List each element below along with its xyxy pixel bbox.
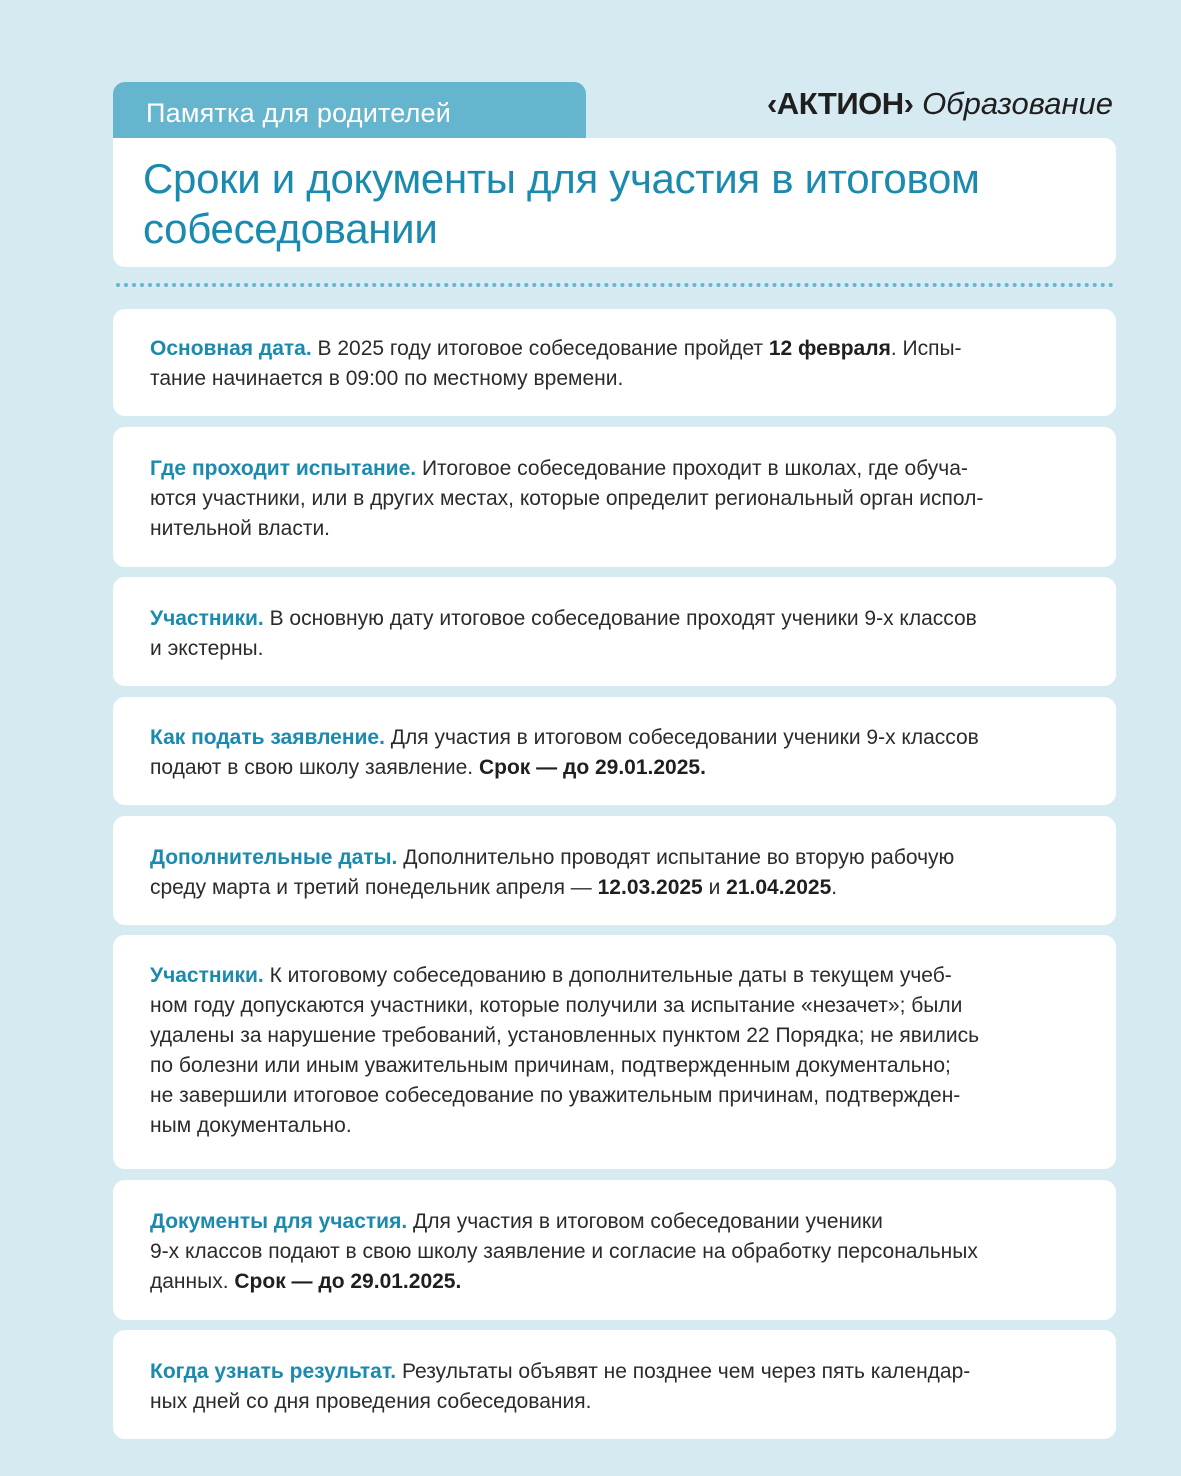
card-text: Результаты объявят не позднее чем через пять календар-	[396, 1360, 971, 1383]
card-text: . Испы-	[890, 337, 962, 360]
card-text: ются участники, или в других местах, которые определит региональный орган испол-	[150, 487, 984, 510]
card-results	[113, 1330, 1116, 1439]
card-text: Дополнительно проводят испытание во вторую рабочую	[397, 846, 955, 869]
page-title	[143, 154, 1116, 254]
card-heading: Дополнительные даты.	[150, 846, 398, 869]
card-application	[113, 697, 1116, 805]
page-title-line-2: собеседовании	[143, 205, 438, 252]
card-text: тание начинается в 09:00 по местному времени.	[150, 367, 624, 390]
card-text: удалены за нарушение требований, установленных пунктом 22 Порядка; не явились	[150, 1024, 980, 1047]
card-text: .	[831, 876, 838, 899]
card-bold-text: Срок — до 29.01.2025.	[234, 1270, 462, 1293]
logo-subtitle: Образование	[922, 86, 1113, 121]
card-heading: Участники.	[150, 964, 264, 987]
page-title-line-1: Сроки и документы для участия в итоговом	[143, 155, 980, 202]
aktion-logo	[767, 86, 1113, 122]
card-text: Для участия в итоговом собеседовании ученики	[407, 1210, 883, 1233]
card-text: В основную дату итоговое собеседование проходят ученики 9-х классов	[263, 607, 977, 630]
card-text: среду марта и третий понедельник апреля —	[150, 876, 598, 899]
logo-brand: ‹АКТИОН›	[766, 86, 914, 121]
card-main-date	[113, 309, 1116, 416]
card-heading: Когда узнать результат.	[150, 1360, 397, 1383]
card-text: подают в свою школу заявление.	[150, 756, 479, 779]
card-participants	[113, 577, 1116, 686]
dotted-divider	[116, 283, 1114, 287]
card-text: В 2025 году итоговое собеседование пройдет	[311, 337, 769, 360]
card-participants-additional	[113, 935, 1116, 1169]
memo-tab	[113, 82, 586, 140]
card-heading: Участники.	[150, 607, 264, 630]
card-text: и экстерны.	[150, 637, 264, 660]
card-text: ных дней со дня проведения собеседования.	[150, 1390, 592, 1413]
card-text: Для участия в итоговом собеседовании ученики 9-х классов	[384, 726, 979, 749]
title-card	[113, 138, 1116, 267]
card-text: нительной власти.	[150, 517, 331, 540]
memo-tab-label: Памятка для родителей	[146, 98, 452, 128]
card-documents	[113, 1180, 1116, 1320]
card-heading: Основная дата.	[150, 337, 312, 360]
card-bold-text: 12 февраля	[768, 337, 891, 360]
card-bold-text: Срок — до 29.01.2025.	[478, 756, 706, 779]
card-heading: Как подать заявление.	[150, 726, 385, 749]
card-location	[113, 427, 1116, 567]
card-text: Итоговое собеседование проходит в школах, где обуча-	[416, 457, 968, 480]
card-bold-text: 12.03.2025	[597, 876, 703, 899]
card-text: ном году допускаются участники, которые получили за испытание «незачет»; были	[150, 994, 963, 1017]
card-text: ным документально.	[150, 1114, 352, 1137]
card-additional-dates	[113, 816, 1116, 925]
card-bold-text: 21.04.2025	[726, 876, 832, 899]
card-text: не завершили итоговое собеседование по уважительным причинам, подтвержден-	[150, 1084, 961, 1107]
card-text: и	[702, 876, 727, 899]
card-heading: Документы для участия.	[150, 1210, 408, 1233]
card-heading: Где проходит испытание.	[150, 457, 417, 480]
card-text: по болезни или иным уважительным причинам, подтвержденным документально;	[150, 1054, 951, 1077]
card-text: 9-х классов подают в свою школу заявление и согласие на обработку персональных	[150, 1240, 978, 1263]
card-text: данных.	[150, 1270, 235, 1293]
card-text: К итоговому собеседованию в дополнительные даты в текущем учеб-	[263, 964, 952, 987]
